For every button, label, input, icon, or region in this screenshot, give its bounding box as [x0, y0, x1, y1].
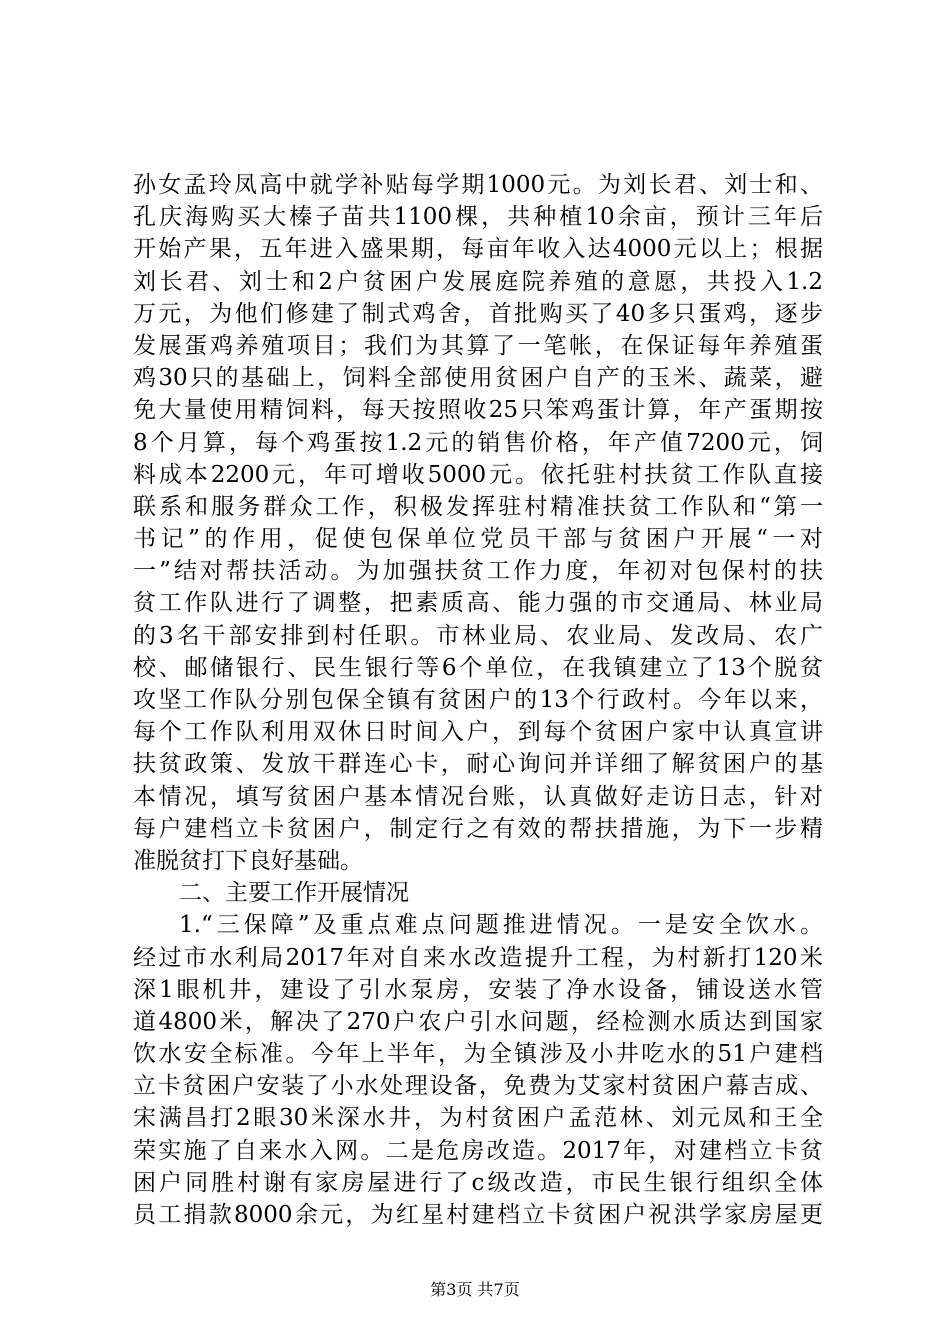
text-line: 困户同胜村谢有家房屋进行了c级改造，市民生银行组织全体 [133, 1169, 823, 1196]
text-line: 员工捐款8000余元，为红星村建档立卡贫困户祝洪学家房屋更 [133, 1202, 823, 1228]
text-line: 扶贫政策、发放干群连心卡，耐心询问并详细了解贫困户的基 [133, 751, 823, 778]
text-line: 本情况，填写贫困户基本情况台账，认真做好走访日志，针对 [133, 783, 823, 810]
text-line: 8个月算，每个鸡蛋按1.2元的销售价格，年产值7200元，饲 [133, 429, 823, 456]
text-line: 贫工作队进行了调整，把素质高、能力强的市交通局、林业局 [133, 590, 823, 617]
text-line: 一”结对帮扶活动。为加强扶贫工作力度，年初对包保村的扶 [133, 558, 823, 585]
text-line: 每个工作队利用双休日时间入户，到每个贫困户家中认真宣讲 [133, 719, 823, 746]
text-line: 万元，为他们修建了制式鸡舍，首批购买了40多只蛋鸡，逐步 [133, 300, 823, 327]
text-line: 联系和服务群众工作，积极发挥驻村精准扶贫工作队和“第一 [133, 493, 823, 520]
text-line: 的3名干部安排到村任职。市林业局、农业局、发改局、农广 [133, 622, 823, 649]
text-line: 1.“三保障”及重点难点问题推进情况。一是安全饮水。 [179, 912, 823, 939]
text-line: 料成本2200元，年可增收5000元。依托驻村扶贫工作队直接 [133, 461, 823, 488]
text-line: 攻坚工作队分别包保全镇有贫困户的13个行政村。今年以来， [133, 687, 823, 713]
text-line: 免大量使用精饲料，每天按照收25只笨鸡蛋计算，年产蛋期按 [133, 397, 823, 424]
text-line: 鸡30只的基础上，饲料全部使用贫困户自产的玉米、蔬菜，避 [133, 365, 823, 392]
page-number-footer: 第3页 共7页 [430, 1280, 520, 1299]
text-line: 校、邮储银行、民生银行等6个单位，在我镇建立了13个脱贫 [133, 654, 823, 681]
text-line: 发展蛋鸡养殖项目；我们为其算了一笔帐，在保证每年养殖蛋 [133, 332, 823, 359]
text-line: 开始产果，五年进入盛果期，每亩年收入达4000元以上；根据 [133, 236, 823, 263]
text-line: 立卡贫困户安装了小水处理设备，免费为艾家村贫困户幕吉成、 [133, 1073, 823, 1100]
text-line: 孔庆海购买大榛子苗共1100棵，共种植10余亩，预计三年后 [133, 204, 823, 231]
text-line: 深1眼机井，建设了引水泵房，安装了净水设备，铺设送水管 [133, 976, 823, 1003]
text-line: 经过市水利局2017年对自来水改造提升工程，为村新打120米 [133, 944, 823, 971]
text-line: 孙女孟玲凤高中就学补贴每学期1000元。为刘长君、刘士和、 [133, 172, 823, 198]
section-heading: 二、主要工作开展情况 [179, 880, 409, 907]
document-body [133, 169, 823, 1231]
text-line: 书记”的作用，促使包保单位党员干部与贫困户开展“一对 [133, 526, 823, 553]
text-line: 每户建档立卡贫困户，制定行之有效的帮扶措施，为下一步精 [133, 815, 823, 842]
text-line: 宋满昌打2眼30米深水井，为村贫困户孟范林、刘元凤和王全 [133, 1105, 823, 1132]
text-line: 准脱贫打下良好基础。 [133, 847, 363, 874]
text-line: 饮水安全标准。今年上半年，为全镇涉及小井吃水的51户建档 [133, 1041, 823, 1068]
text-line: 道4800米，解决了270户农户引水问题，经检测水质达到国家 [133, 1008, 823, 1035]
text-line: 荣实施了自来水入网。二是危房改造。2017年，对建档立卡贫 [133, 1137, 823, 1164]
text-line: 刘长君、刘士和2户贫困户发展庭院养殖的意愿，共投入1.2 [133, 268, 823, 295]
